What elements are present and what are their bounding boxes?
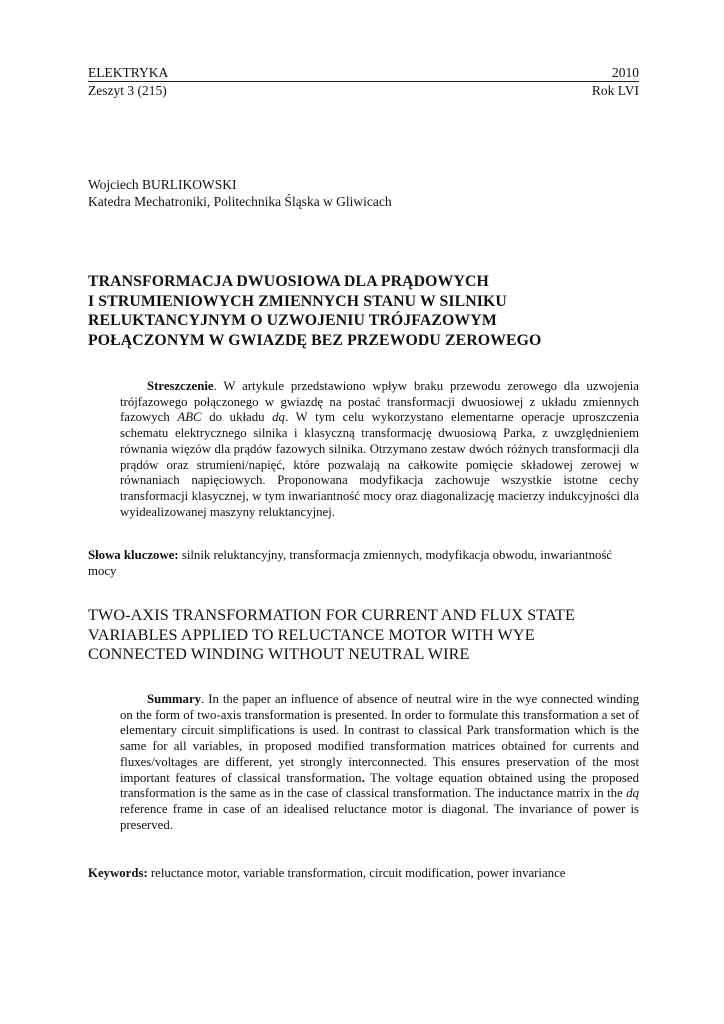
- issue-line: [88, 82, 639, 99]
- abstract-english: [120, 692, 639, 833]
- abstract-text: . W tym celu wykorzystano elementarne operacje uproszczenia schematu elektrycznego silnika i klasyczną transformację dwuosiową Parka, z uwzględnieniem równania więzów dla prądów fazowych silnika. Otrzymano zestaw dwóch różnych transformacji dla prądów oraz strumieni/napięć, które pozwalają na całkowite pomięcie składowej zerowej w równaniach napięciowych. Proponowana modyfikacja zachowuje wszystkie istotne cechy transformacji klasycznej, w tym inwariantność mocy oraz diagonalizację macierzy indukcyjności dla wyidealizowanej maszyny reluktancyjnej.: [120, 410, 639, 519]
- abstract-text: do układu: [201, 410, 273, 425]
- author-affiliation: Katedra Mechatroniki, Politechnika Śląska w Gliwicach: [88, 194, 392, 209]
- journal-year: 2010: [612, 65, 639, 80]
- title-line: RELUKTANCYJNYM O UZWOJENIU TRÓJFAZOWYM: [88, 312, 497, 329]
- author-name: Wojciech BURLIKOWSKI: [88, 177, 237, 192]
- keywords-label: Słowa kluczowe:: [88, 548, 179, 562]
- title-line: TWO-AXIS TRANSFORMATION FOR CURRENT AND FLUX STATE: [88, 606, 575, 624]
- title-line: I STRUMIENIOWYCH ZMIENNYCH STANU W SILNIKU: [88, 292, 507, 310]
- abstract-symbol: dq: [272, 410, 285, 425]
- author-block: [88, 176, 392, 210]
- title-line: TRANSFORMACJA DWUOSIOWA DLA PRĄDOWYCH: [88, 273, 489, 290]
- summary-symbol: dq: [626, 786, 639, 801]
- summary-label: Summary: [147, 692, 202, 706]
- title-english: [88, 606, 639, 665]
- keywords-label: Keywords:: [88, 866, 148, 880]
- abstract-polish: [120, 379, 639, 520]
- summary-text: . In the paper an influence of absence of neutral wire in the wye connected winding on the form of two-axis transformation is presented. In order to formulate this transformation a set of elementary circuit simplifications is used. In contrast to classical Park transformation which is the same for all variables, in proposed modified transformation matrices obtained for currents and fluxes/voltages are different, yet strongly interconnected. This ensures preservation of the most important features of classical transformation: [120, 692, 639, 785]
- keywords-english: [88, 866, 639, 882]
- abstract-label: Streszczenie: [147, 379, 214, 393]
- keywords-text: reluctance motor, variable transformation, circuit modification, power invariance: [147, 866, 566, 880]
- summary-text: reference frame in case of an idealised reluctance motor is diagonal. The invariance of power is preserved.: [120, 801, 639, 832]
- title-polish: [88, 272, 639, 350]
- abstract-text: . W artykule przedstawiono wpływ braku przewodu zerowego dla uzwojenia trójfazowego połączonego w gwiazdę na postać transformacji dwuosiowej z układu zmiennych fazowych: [120, 379, 639, 425]
- paper-page: [88, 0, 639, 1024]
- title-line: CONNECTED WINDING WITHOUT NEUTRAL WIRE: [88, 645, 470, 663]
- running-header: [88, 64, 639, 82]
- summary-text: .: [361, 770, 365, 785]
- title-line: POŁĄCZONYM W GWIAZDĘ BEZ PRZEWODU ZEROWEGO: [88, 331, 542, 349]
- title-line: VARIABLES APPLIED TO RELUCTANCE MOTOR WITH WYE: [88, 625, 535, 644]
- keywords-text: silnik reluktancyjny, transformacja zmiennych, modyfikacja obwodu, inwariantność mocy: [88, 548, 613, 578]
- summary-text: The voltage equation obtained using the proposed transformation is the same as in the case of classical transformation. The inductance matrix in the: [120, 770, 639, 801]
- abstract-symbol: ABC: [177, 410, 202, 425]
- issue-number: Zeszyt 3 (215): [88, 83, 167, 98]
- keywords-polish: [88, 548, 639, 579]
- volume-number: Rok LVI: [591, 83, 639, 98]
- journal-name: ELEKTRYKA: [88, 65, 169, 80]
